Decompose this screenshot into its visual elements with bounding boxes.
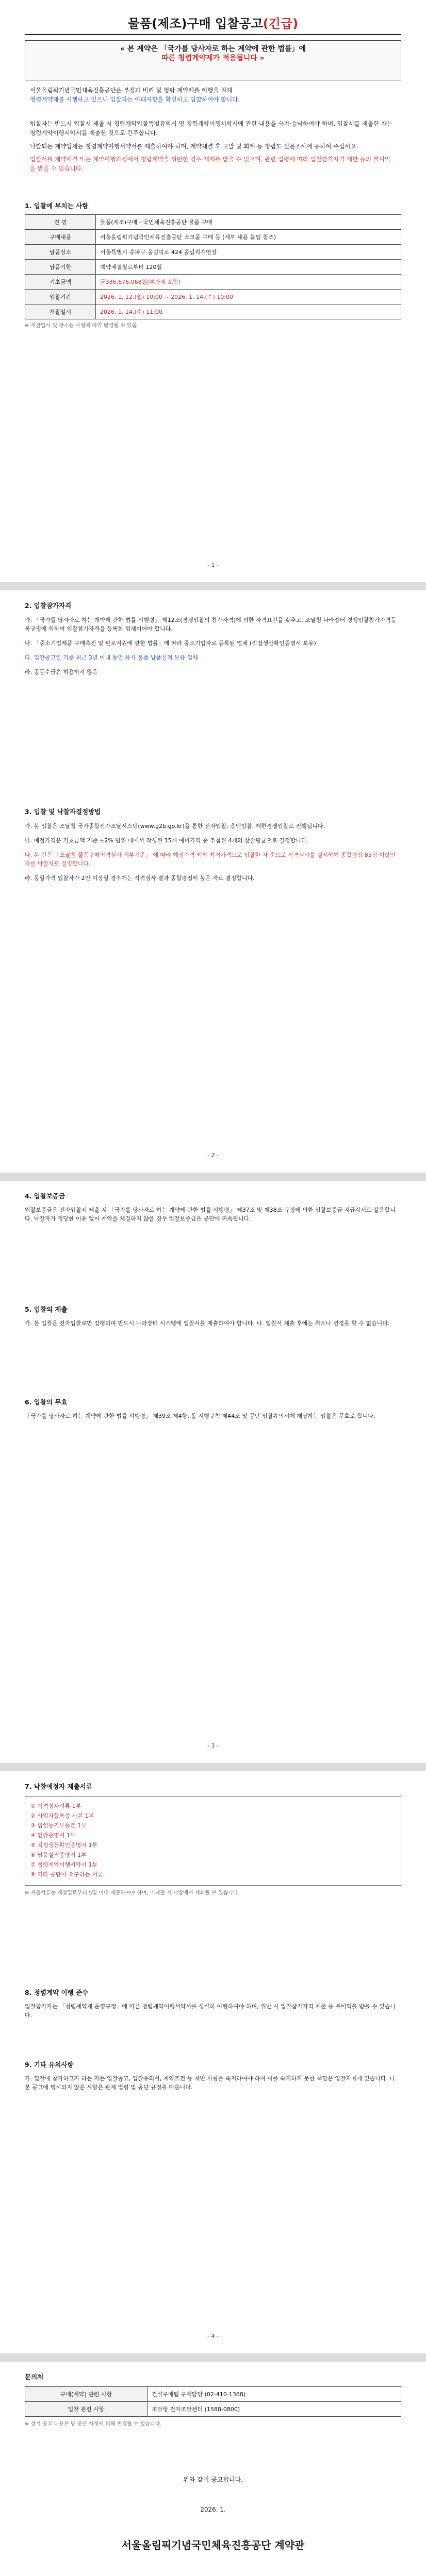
page-1 <box>0 0 426 582</box>
section-7-note: ※ 제출서류는 개찰일로부터 5일 이내 제출하여야 하며, 미제출 시 낙찰에서 제외될 수 있습니다. <box>25 1890 240 1896</box>
row-name <box>25 215 401 230</box>
bullet-3: 입찰서를 계약체결 또는 계약이행과정에서 청렴계약을 위반한 경우 제재를 받을 수 있으며, 관련 법령에 따라 입찰참가자격 제한 등의 불이익을 받을 수 있습니다. <box>30 156 391 173</box>
title-divider <box>25 34 401 35</box>
row-name-label: 건 명 <box>25 215 96 230</box>
row-deadline-label: 납품기한 <box>25 260 96 275</box>
row-content <box>25 230 401 245</box>
section-5 <box>25 1304 401 1328</box>
row-deadline-value: 계약체결일로부터 120일 <box>96 260 401 275</box>
section-3-item-1: 가. 본 입찰은 조달청 국가종합전자조달시스템(www.g2b.go.kr)을 통한 전자입찰, 총액입찰, 제한경쟁입찰로 진행됩니다. <box>25 823 325 829</box>
bullets <box>30 120 396 178</box>
section-7 <box>25 1782 401 1897</box>
page-5 <box>0 2362 426 2576</box>
row-place <box>25 245 401 260</box>
bullet-1: 입찰자는 반드시 입찰서 제출 시 청렴계약입찰특별유의서 및 청렴계약이행서약서에 관한 내용을 숙지·승낙하여야 하며, 입찰서를 제출한 자는 청렴계약이행서약서를 제출한 것으로 간주합니다. <box>30 120 392 137</box>
row-price-value: 금336,676,068원(부가세 포함) <box>96 275 401 290</box>
page-4 <box>0 1771 426 2353</box>
section-4-title: 4. 입찰보증금 <box>25 1192 65 1200</box>
section-3-item-2: 나. 예정가격은 기초금액 기준 ±2% 범위 내에서 작성된 15개 예비가격 중 추첨된 4개의 산술평균으로 결정합니다. <box>25 837 308 844</box>
required-docs-box <box>25 1796 401 1886</box>
row-place-value: 서울특별시 송파구 올림픽로 424 올림픽수영장 <box>96 245 401 260</box>
section-3-item-3: 다. 본 건은 「조달청 물품구매적격심사 세부기준」 에 따라 예정가격 이하 최저가격으로 입찰한 자 순으로 적격심사를 실시하여 종합평점 85점 이상인 자를 낙찰자로 결정합니다. <box>25 852 396 868</box>
doc-item-8: ⑧ 기타 공단이 요구하는 서류 <box>30 1871 103 1878</box>
page-number-4: - 4 - <box>207 2333 219 2340</box>
intro-p1: 서울올림픽기념국민체육진흥공단은 부정과 비리 및 청탁 계약제를 이행을 위해 <box>30 87 233 94</box>
doc-item-6: ⑥ 납품실적증명서 1부 <box>30 1852 87 1859</box>
row-deadline <box>25 260 401 275</box>
section-2-item-3: 다. 입찰공고일 기준 최근 3년 이내 동일 유사 물품 납품실적 보유 업체 <box>25 654 198 662</box>
section-2-item-4: 라. 공동수급은 허용하지 않음 <box>25 669 98 676</box>
section-1 <box>25 201 401 330</box>
section-9-title: 9. 기타 유의사항 <box>25 2061 74 2069</box>
page-title: 물품(제조)구매 입찰공고(긴급) <box>127 16 299 31</box>
section-3-title: 3. 입찰 및 낙찰자결정방법 <box>25 808 101 816</box>
contact-note: ※ 상기 공고 내용은 당 공단 사정에 의해 변경될 수 있습니다. <box>25 2421 162 2427</box>
details-table <box>25 214 401 319</box>
row-period <box>25 290 401 304</box>
contact-label-2: 입찰 관련 사항 <box>25 2402 148 2417</box>
section-8-text: 입찰참가자는 「청렴계약제 운영규정」에 따른 청렴계약이행서약서를 성실히 이행하여야 하며, 위반 시 입찰참가자격 제한 등 불이익을 받을 수 있습니다. <box>25 2003 396 2019</box>
contact-row-1 <box>25 2387 401 2402</box>
section-9 <box>25 2060 401 2092</box>
section-2-title: 2. 입찰참가자격 <box>25 602 72 609</box>
doc-item-5: ⑤ 직접생산확인증명서 1부 <box>30 1842 98 1849</box>
section-9-text: 가. 입찰에 참가하고자 하는 자는 입찰공고, 입찰유의서, 계약조건 등 제반 사항을 숙지하여야 하며 이를 숙지하지 못한 책임은 입찰자에게 있습니다. 나. 본 공고에 명시되지 않은 사항은 관계 법령 및 공단 규정을 따릅니다. <box>25 2075 397 2091</box>
contact-value-1: 건설구매팀 구매담당 (02-410-1368) <box>148 2387 401 2402</box>
section-6-text: 「국가를 당사자로 하는 계약에 관한 법률 시행령」 제39조 제4항, 동 시행규칙 제44조 및 공단 입찰유의서에 해당하는 입찰은 무효로 합니다. <box>25 1413 375 1419</box>
row-price-label: 기초금액 <box>25 275 96 290</box>
section-7-title: 7. 낙찰예정자 제출서류 <box>25 1783 92 1790</box>
section-5-text: 가. 본 입찰은 전자입찰로만 집행되며 반드시 나라장터 시스템에 입찰서를 제출하여야 합니다. 나. 입찰서 제출 후에는 취소나 변경을 할 수 없습니다. <box>25 1320 390 1327</box>
section-4 <box>25 1191 401 1223</box>
section-2-item-2: 나. 「중소기업제품 구매촉진 및 판로지원에 관한 법률」에 따라 중소기업자로 등록된 업체 (직접생산확인증명서 보유) <box>25 640 316 647</box>
announcement-date: 2026. 1. <box>200 2506 226 2513</box>
section-3-item-4: 라. 동일가격 입찰자가 2인 이상일 경우에는 적격심사 결과 종합평점이 높은 자로 결정합니다. <box>25 875 255 882</box>
row-content-label: 구매내용 <box>25 230 96 245</box>
contact-section <box>25 2372 401 2428</box>
section-2 <box>25 601 401 682</box>
page-number-1: - 1 - <box>207 562 219 568</box>
doc-item-3: ③ 법인등기부등본 1부 <box>30 1822 87 1829</box>
row-open-value: 2026. 1. 14.(수) 11:00 <box>96 304 401 319</box>
page-separator-1 <box>0 582 426 590</box>
bullet-2: 낙찰되는 계약업체는 청렴계약이행서약서를 제출하여야 하며, 계약체결 후 고발 및 회계 등 청렴도 설문조사에 응하여 주십시오. <box>30 142 358 150</box>
section-8-title: 8. 청렴계약 이행 준수 <box>25 1989 89 1996</box>
page-separator-4 <box>0 2353 426 2362</box>
table-note: ※ 개찰일시 및 장소는 사정에 따라 변경될 수 있음 <box>25 323 137 329</box>
row-place-label: 납품장소 <box>25 245 96 260</box>
contact-table <box>25 2386 401 2417</box>
page-3 <box>0 1181 426 1763</box>
notice-banner <box>25 40 401 80</box>
banner-line-1: « 본 계약은 「국가를 당사자로 하는 계약에 관한 법률」에 <box>120 45 306 53</box>
row-price <box>25 275 401 290</box>
doc-item-1: ① 적격심사서류 1부 <box>30 1803 81 1809</box>
section-8 <box>25 1988 401 2020</box>
doc-item-7: ⑦ 청렴계약이행서약서 1부 <box>30 1861 98 1869</box>
closing-text: 위와 같이 공고합니다. <box>183 2476 243 2483</box>
contact-row-2 <box>25 2402 401 2417</box>
section-5-title: 5. 입찰의 제출 <box>25 1306 68 1313</box>
row-name-value: 물품(제조)구매 - 국민체육진흥공단 물품 구매 <box>96 215 401 230</box>
row-open <box>25 304 401 319</box>
contact-value-2: 조달청 전자조달센터 (1588-0800) <box>148 2402 401 2417</box>
signature: 서울올림픽기념국민체육진흥공단 계약관 <box>121 2539 305 2551</box>
page-separator-3 <box>0 1763 426 1771</box>
section-6-title: 6. 입찰의 무효 <box>25 1398 68 1406</box>
banner-line-2: 따른 청렴계약제가 적용됩니다 » <box>161 54 265 62</box>
section-4-text: 입찰보증금은 전자입찰서 제출 시 「국가를 당사자로 하는 계약에 관한 법률 시행령」 제37조 및 제38조 규정에 의한 입찰보증금 지급각서로 갈음합니다. 낙찰자가 정당한 이유 없이 계약을 체결하지 않을 경우 입찰보증금은 공단에 귀속됩니다. <box>25 1207 396 1223</box>
section-1-title: 1. 입찰에 부치는 사항 <box>25 202 89 210</box>
urgent-tag: (긴급) <box>263 16 299 31</box>
doc-item-4: ④ 인감증명서 1부 <box>30 1832 76 1839</box>
row-content-value: 서울올림픽기념국민체육진흥공단 소모품 구매 등 (세부 내용 붙임 참조) <box>96 230 401 245</box>
row-period-label: 입찰기간 <box>25 290 96 304</box>
page-2 <box>0 590 426 1173</box>
doc-item-2: ② 사업자등록증 사본 1부 <box>30 1812 94 1820</box>
section-3 <box>25 807 401 888</box>
page-separator-2 <box>0 1173 426 1181</box>
row-period-value: 2026. 1. 12.(월) 10:00 ~ 2026. 1. 14.(수) 10:00 <box>96 290 401 304</box>
intro-p2: 청렴계약제를 시행하고 있으니 입찰자는 아래사항을 확인하고 입찰하여야 합니다. <box>30 96 240 104</box>
contact-title: 문의처 <box>25 2373 44 2381</box>
section-6 <box>25 1397 401 1420</box>
contact-label-1: 구매(계약) 관련 사항 <box>25 2387 148 2402</box>
intro <box>30 86 396 105</box>
section-2-item-1: 가. 「국가를 당사자로 하는 계약에 관한 법률 시행령」 제12조(경쟁입찰의 참가자격)에 의한 자격요건을 갖추고, 조달청 나라장터 경쟁입찰참가자격등록규정에 의하여 입찰참가자격을 등록한 업체이어야 합니다. <box>25 617 397 633</box>
page-number-3: - 3 - <box>207 1742 219 1749</box>
page-number-2: - 2 - <box>207 1152 219 1159</box>
row-open-label: 개찰일시 <box>25 304 96 319</box>
